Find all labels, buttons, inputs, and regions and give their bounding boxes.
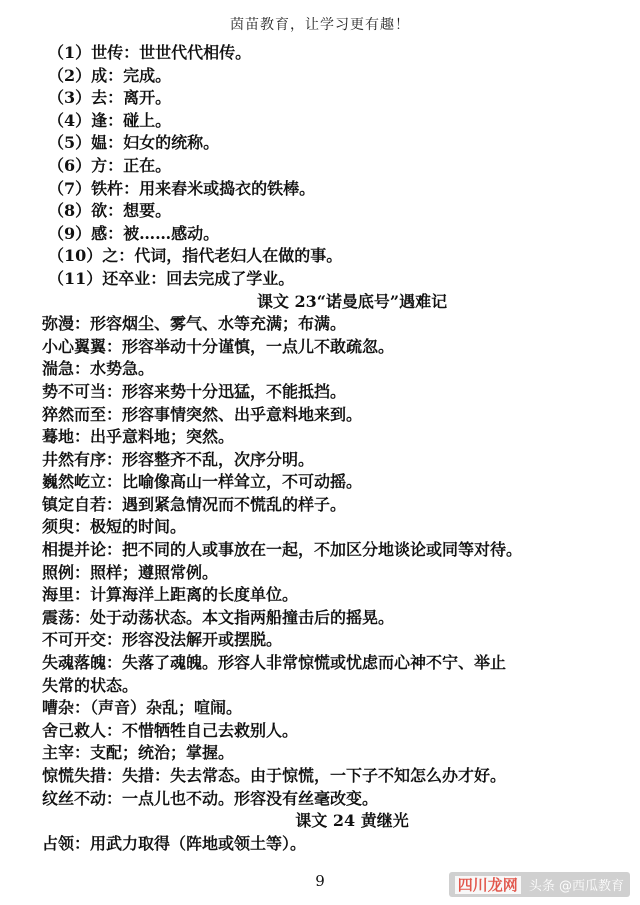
watermark-text: 头条 @西瓜教育	[528, 879, 624, 894]
vocab-item: 震荡：处于动荡状态。本文指两船撞击后的摇晃。	[42, 607, 395, 627]
notes-list	[42, 42, 622, 291]
note-item: （9）感：被……感动。	[48, 223, 220, 243]
note-item: （2）成：完成。	[48, 65, 172, 85]
page-header: 茵苗教育，让学习更有趣！	[230, 17, 410, 33]
vocab-item: 巍然屹立：比喻像高山一样耸立，不可动摇。	[42, 472, 363, 492]
watermark-brand-logo: 四川龙网	[455, 876, 521, 894]
note-item: （10）之：代词，指代老妇人在做的事。	[48, 246, 343, 266]
vocab-item: 小心翼翼：形容举动十分谨慎，一点儿不敢疏忽。	[42, 336, 395, 356]
vocab-item: 占领：用武力取得（阵地或领土等）。	[42, 833, 307, 853]
vocab-item: 蓦地：出乎意料地；突然。	[42, 427, 235, 447]
vocab-item: 湍急：水势急。	[42, 359, 155, 379]
note-item: （5）媪：妇女的统称。	[48, 133, 220, 153]
note-item: （7）铁杵：用来舂米或捣衣的铁棒。	[48, 178, 316, 198]
vocab-item: 纹丝不动：一点儿也不动。形容没有丝毫改变。	[42, 788, 379, 808]
vocab-item: 相提并论：把不同的人或事放在一起，不加区分地谈论或同等对待。	[42, 540, 523, 560]
vocab-item: 嘈杂：（声音）杂乱；喧闹。	[42, 698, 243, 718]
note-item: （1）世传：世世代代相传。	[48, 43, 252, 62]
vocab-item: 舍己救人：不惜牺牲自己去救别人。	[42, 720, 299, 740]
vocab-item: 失魂落魄：失落了魂魄。形容人非常惊慌或忧虑而心神不宁、举止	[42, 653, 507, 673]
vocab-item: 镇定自若：遇到紧急情况而不慌乱的样子。	[42, 494, 347, 514]
section-title-lesson-24: 课文 24 黄继光	[295, 811, 409, 831]
vocab-item: 不可开交：形容没法解开或摆脱。	[42, 630, 283, 650]
note-item: （6）方：正在。	[48, 155, 172, 175]
vocab-list-lesson-24	[42, 833, 622, 856]
vocab-item: 猝然而至：形容事情突然、出乎意料地来到。	[42, 404, 363, 424]
vocab-item: 主宰：支配；统治；掌握。	[42, 743, 235, 763]
section-title-lesson-23: 课文 23“诺曼底号”遇难记	[256, 291, 448, 311]
vocab-item: 照例：照样；遵照常例。	[42, 562, 219, 582]
note-item: （4）逢：碰上。	[48, 110, 172, 130]
page-content	[42, 42, 622, 855]
vocab-item-continuation: 失常的状态。	[42, 675, 139, 695]
vocab-item: 海里：计算海洋上距离的长度单位。	[42, 585, 299, 605]
note-item: （11）还卒业：回去完成了学业。	[48, 268, 295, 288]
vocab-item: 惊慌失措：失措：失去常态。由于惊慌，一下子不知怎么办才好。	[42, 766, 507, 785]
note-item: （8）欲：想要。	[48, 201, 172, 221]
page-number: 9	[315, 872, 325, 890]
watermark	[449, 872, 630, 897]
vocab-list-lesson-23	[42, 313, 622, 810]
vocab-item: 须臾：极短的时间。	[42, 517, 187, 537]
note-item: （3）去：离开。	[48, 88, 172, 108]
vocab-item: 井然有序：形容整齐不乱，次序分明。	[42, 449, 315, 469]
vocab-item: 弥漫：形容烟尘、雾气、水等充满；布满。	[42, 314, 347, 334]
vocab-item: 势不可当：形容来势十分迅猛，不能抵挡。	[42, 381, 347, 401]
